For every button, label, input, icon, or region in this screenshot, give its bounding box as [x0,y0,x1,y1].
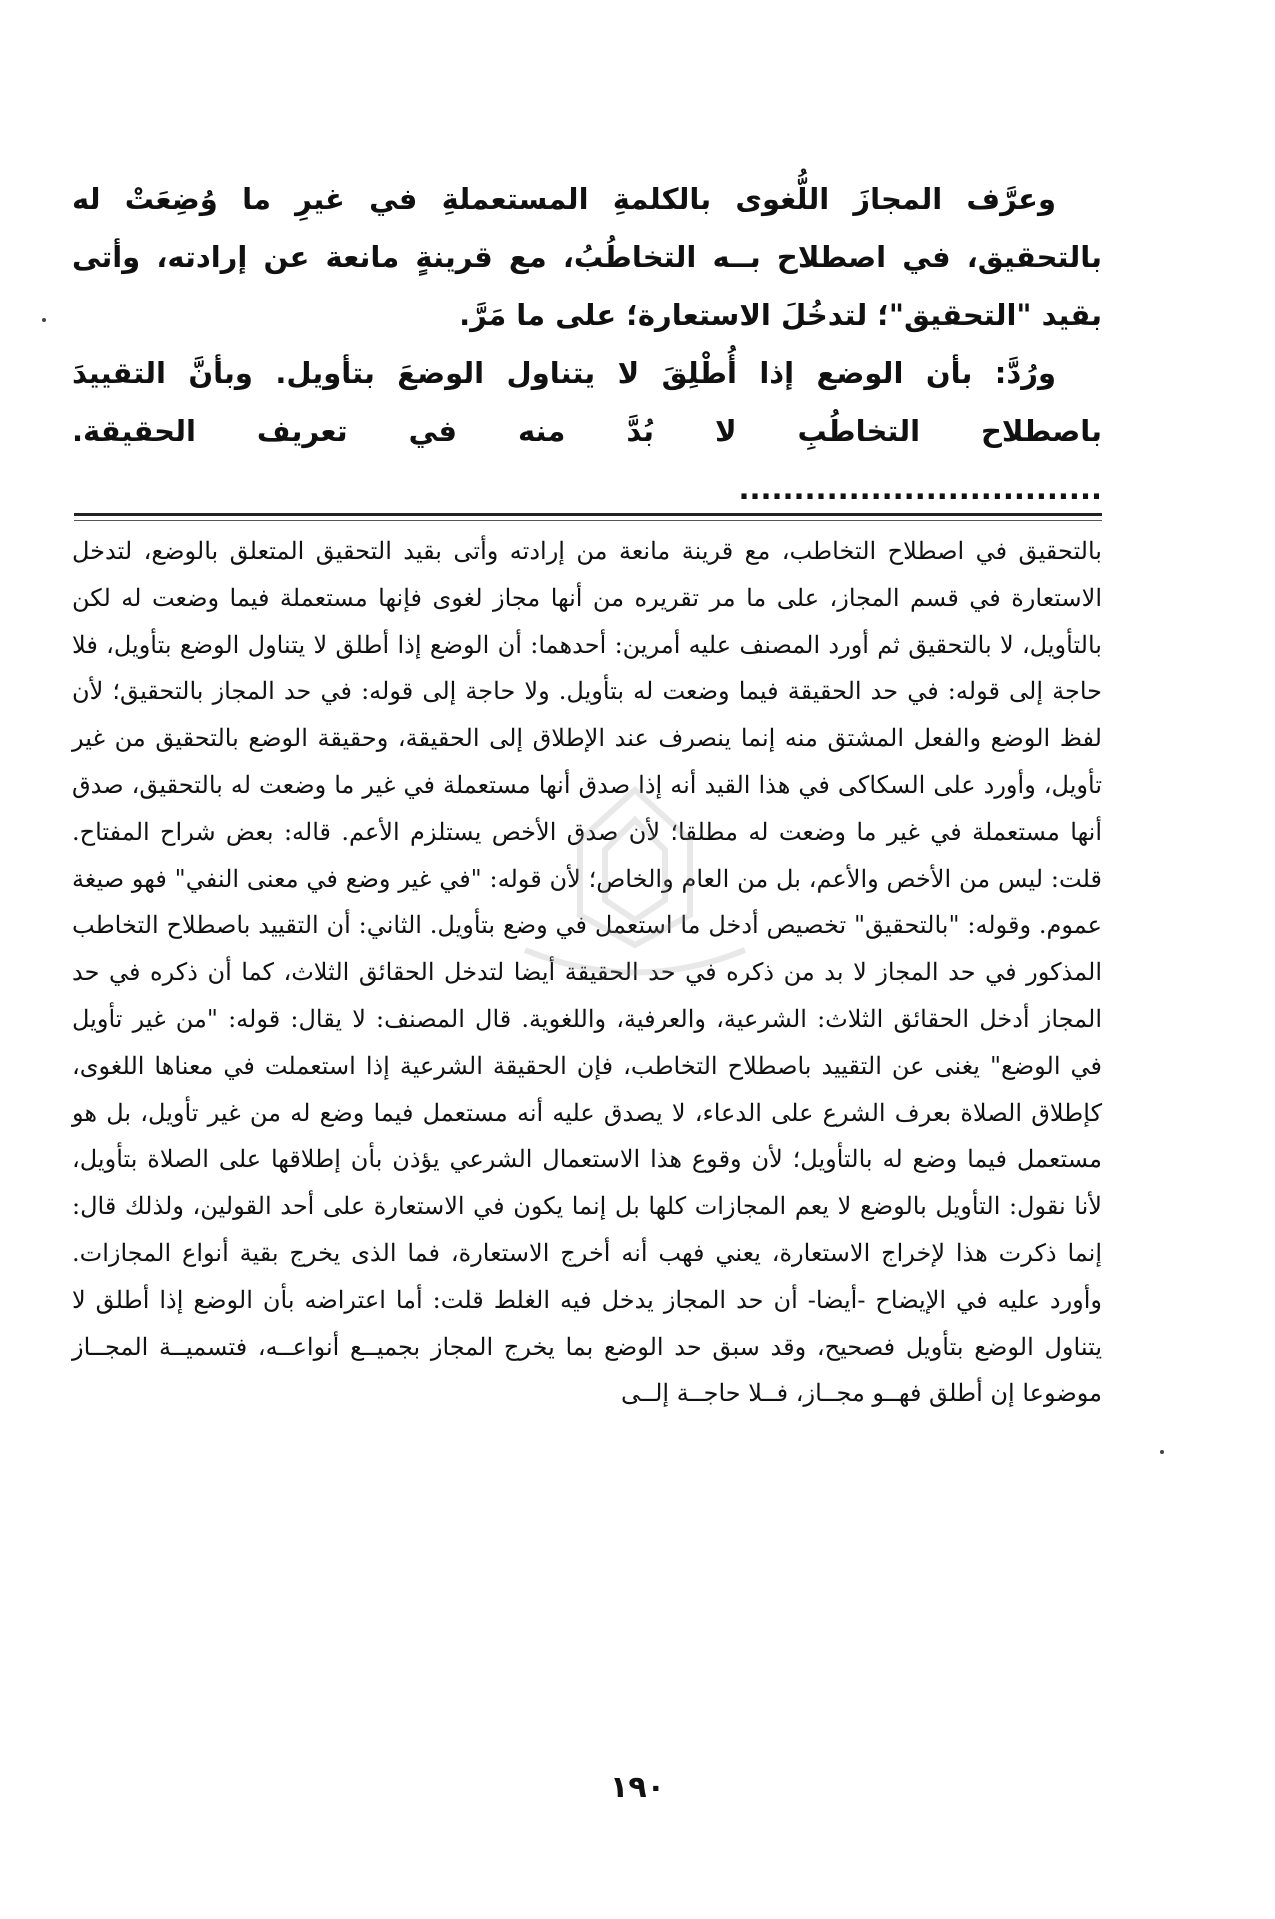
section-divider [74,513,1102,516]
scan-speck [1160,1450,1164,1454]
seal-watermark-icon [505,780,765,1000]
section-divider-thin [74,520,1102,521]
page-number: ١٩٠ [610,1770,665,1805]
scan-speck [42,318,46,322]
main-text-paragraph-1: وعرَّف المجازَ اللُّغوى بالكلمةِ المستعملةِ في غيرِ ما وُضِعَتْ له بالتحقيق، في اصطلاح بــه التخاطُبُ، مع قرينةٍ مانعة عن إرادته، وأتى بقيد "التحقيق"؛ لتدخُلَ الاستعارة؛ على ما مَرَّ. [72,182,1102,332]
main-text [72,170,1102,518]
main-text-paragraph-2: ورُدَّ: بأن الوضع إذا أُطْلِقَ لا يتناول الوضعَ بتأويل. وبأنَّ التقييدَ باصطلاح التخاطُبِ لا بُدَّ منه في تعريف الحقيقة. ................................. [72,356,1102,506]
commentary-paragraph: بالتحقيق في اصطلاح التخاطب، مع قرينة مانعة من إرادته وأتى بقيد التحقيق المتعلق بالوضع، لتدخل الاستعارة في قسم المجاز، على ما مر تقريره من أنها مجاز لغوى فإنها مستعملة فيما وضعت له لكن بالتأويل، لا بالتحقيق ثم أورد المصنف عليه أمرين: أحدهما: أن الوضع إذا أطلق لا يتناول الوضع بتأويل، فلا حاجة إلى قوله: في حد الحقيقة فيما وضعت له بتأويل. ولا حاجة إلى قوله: في حد المجاز بالتحقيق؛ لأن لفظ الوضع والفعل المشتق منه إنما ينصرف عند الإطلاق إلى الحقيقة، وحقيقة الوضع بالتحقيق من غير تأويل، وأورد على السكاكى في هذا القيد أنه إذا صدق أنها مستعملة في غير ما وضعت له بالتحقيق، صدق أنها مستعملة في غير ما وضعت له مطلقا؛ لأن صدق الأخص يستلزم الأعم. قاله: بعض شراح المفتاح. قلت: ليس من الأخص والأعم، بل من العام والخاص؛ لأن قوله: "في غير وضع في معنى النفي" فهو صيغة عموم. وقوله: "بالتحقيق" تخصيص أدخل ما استعمل في وضع بتأويل. الثاني: أن التقييد باصطلاح التخاطب المذكور في حد المجاز لا بد من ذكره في حد الحقيقة أيضا لتدخل الحقائق الثلاث، كما أن ذكره في حد المجاز أدخل الحقائق الثلاث: الشرعية، والعرفية، واللغوية. قال المصنف: لا يقال: قوله: "من غير تأويل في الوضع" يغنى عن التقييد باصطلاح التخاطب، فإن الحقيقة الشرعية إذا استعملت في معناها اللغوى، كإطلاق الصلاة بعرف الشرع على الدعاء، لا يصدق عليه أنه مستعمل فيما وضع له من غير تأويل، بل هو مستعمل فيما وضع له بالتأويل؛ لأن وقوع هذا الاستعمال الشرعي يؤذن بأن إطلاقها على الصلاة بتأويل، لأنا نقول: التأويل بالوضع لا يعم المجازات كلها بل إنما يكون في الاستعارة على أحد القولين، ولذلك قال: إنما ذكرت هذا لإخراج الاستعارة، يعني فهب أنه أخرج الاستعارة، فما الذى يخرج بقية أنواع المجازات. وأورد عليه في الإيضاح -أيضا- أن حد المجاز يدخل فيه الغلط قلت: أما اعتراضه بأن الوضع إذا أطلق لا يتناول الوضع بتأويل فصحيح، وقد سبق حد الوضع بما يخرج المجاز بجميــع أنواعــه، فتسميــة المجــاز موضوعا إن أطلق فهــو مجــاز، فــلا حاجــة إلــى [72,537,1103,1408]
